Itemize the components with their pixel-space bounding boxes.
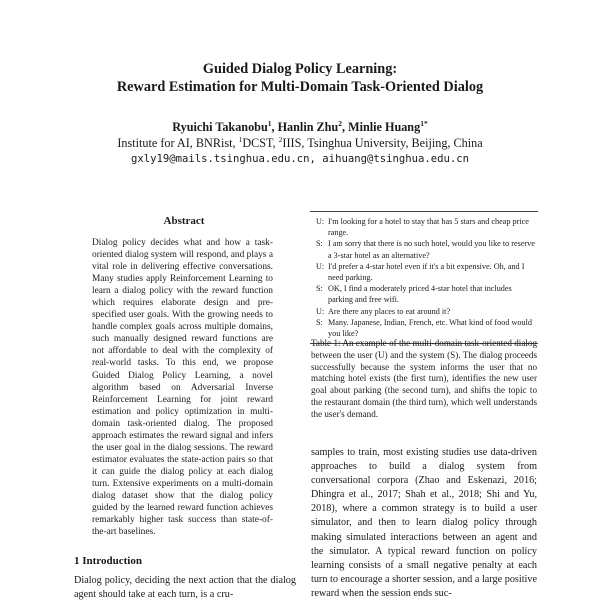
dialog-speaker: S: xyxy=(316,239,323,249)
dialog-utterance: Many. Japanese, Indian, French, etc. What kind of food would you like? xyxy=(328,317,532,339)
dialog-turn xyxy=(310,261,538,283)
affil-b-sup: 1 xyxy=(238,134,243,144)
author-emails: gxly19@mails.tsinghua.edu.cn, aihuang@tsinghua.edu.cn xyxy=(130,153,470,165)
title-line-1: Guided Dialog Policy Learning: xyxy=(202,61,398,77)
affil-a: Institute for AI, BNRist, xyxy=(117,136,239,150)
title-line-2: Reward Estimation for Multi-Domain Task-Oriented Dialog xyxy=(116,79,484,95)
dialog-speaker: S: xyxy=(316,284,323,294)
dialog-turn xyxy=(310,216,538,238)
affil-c: IIIS, Tsinghua University, Beijing, China xyxy=(282,136,483,150)
right-column-text: samples to train, most existing studies use data-driven approaches to build a dialog system from conversational corpora (Zhao and Eskenazi, 2016; Dhingra et al., 2017; Shah et al., 2018; Shi and Yu, 2018), where a common strategy is to build a user simulator, and then to learn dialog policy through making simulated interactions between an agent and the simulator. A typical reward function on policy learning consists of a small negative penalty at each turn to encourage a shorter session, and a large positive reward when the session ends suc- xyxy=(311,447,537,599)
dialog-speaker: U: xyxy=(316,261,325,271)
abstract-text: Dialog policy decides what and how a task-oriented dialog system will respond, and plays a vital role in delivering effective conversations. Many studies apply Reinforcement Learning to learn a dialog policy with the reward function which requires elaborate design and pre-specified user goals. With the growing needs to handle complex goals across multiple domains, such manually designed reward functions are not affordable to deal with the complexity of real-world tasks. To this end, we propose Guided Dialog Policy Learning, a novel algorithm based on Adversarial Inverse Reinforcement Learning for joint reward estimation and policy optimization in multi-domain task-oriented dialog. The proposed approach estimates the reward signal and infers the user goal in the dialog sessions. The reward estimator evaluates the state-action pairs so that it can guide the dialog policy at each dialog turn. Extensive experiments on a multi-domain dialog dataset show that the dialog policy guided by the learned reward function achieves remarkably higher task success than state-of-the-art baselines. xyxy=(92,238,273,538)
author-1: Ryuichi Takanobu xyxy=(172,120,268,134)
author-1-sup: 1 xyxy=(267,118,272,128)
author-2-sup: 2 xyxy=(338,118,342,128)
dialog-speaker: U: xyxy=(316,217,325,226)
dialog-turn xyxy=(310,283,538,305)
dialog-turn xyxy=(310,238,538,260)
author-names: Ryuichi Takanobu$^1$, Hanlin Zhu$^2$, Minlie Huang$^{1*}$ xyxy=(172,118,428,134)
dialog-turn xyxy=(310,306,538,317)
paper-title xyxy=(0,60,600,96)
affil-b: DCST, xyxy=(242,136,279,150)
dialog-utterance: I'm looking for a hotel to stay that has 5 stars and cheap price range. xyxy=(328,217,529,238)
dialog-turn xyxy=(310,317,538,339)
abstract-heading: Abstract xyxy=(163,215,205,227)
dialog-utterance: I'd prefer a 4-star hotel even if it's a bit expensive. Oh, and I need parking. xyxy=(328,261,525,283)
dialog-speaker: U: xyxy=(316,306,325,316)
introduction-text: Dialog policy, deciding the next action that the dialog agent should take at each turn, is a cru- xyxy=(74,575,296,600)
dialog-utterance: I am sorry that there is no such hotel, would you like to reserve a 3-star hotel as an alternative? xyxy=(328,239,535,260)
affil-c-sup: 2 xyxy=(278,134,283,144)
affiliation xyxy=(0,135,600,151)
dialog-speaker: S: xyxy=(316,317,323,327)
dialog-table xyxy=(310,211,538,344)
introduction-heading: 1 Introduction xyxy=(74,555,142,567)
table-caption: Table 1: An example of the multi-domain task-oriented dialog between the user (U) and the system (S). The dialog proceeds successfully because the system informs the user that no matching hotel exists (the first turn), identifies the new user goal about parking (the second turn), and shifts the topic to the restaurant domain (the third turn), which well understands the user's demand. xyxy=(311,338,537,419)
author-3-sup: 1* xyxy=(420,118,428,128)
dialog-utterance: Are there any places to eat around it? xyxy=(328,306,451,316)
author-3: Minlie Huang xyxy=(348,120,421,134)
author-block xyxy=(0,119,600,167)
author-2: Hanlin Zhu xyxy=(277,120,339,134)
dialog-utterance: OK, I find a moderately priced 4-star hotel that includes parking and free wifi. xyxy=(328,284,512,305)
